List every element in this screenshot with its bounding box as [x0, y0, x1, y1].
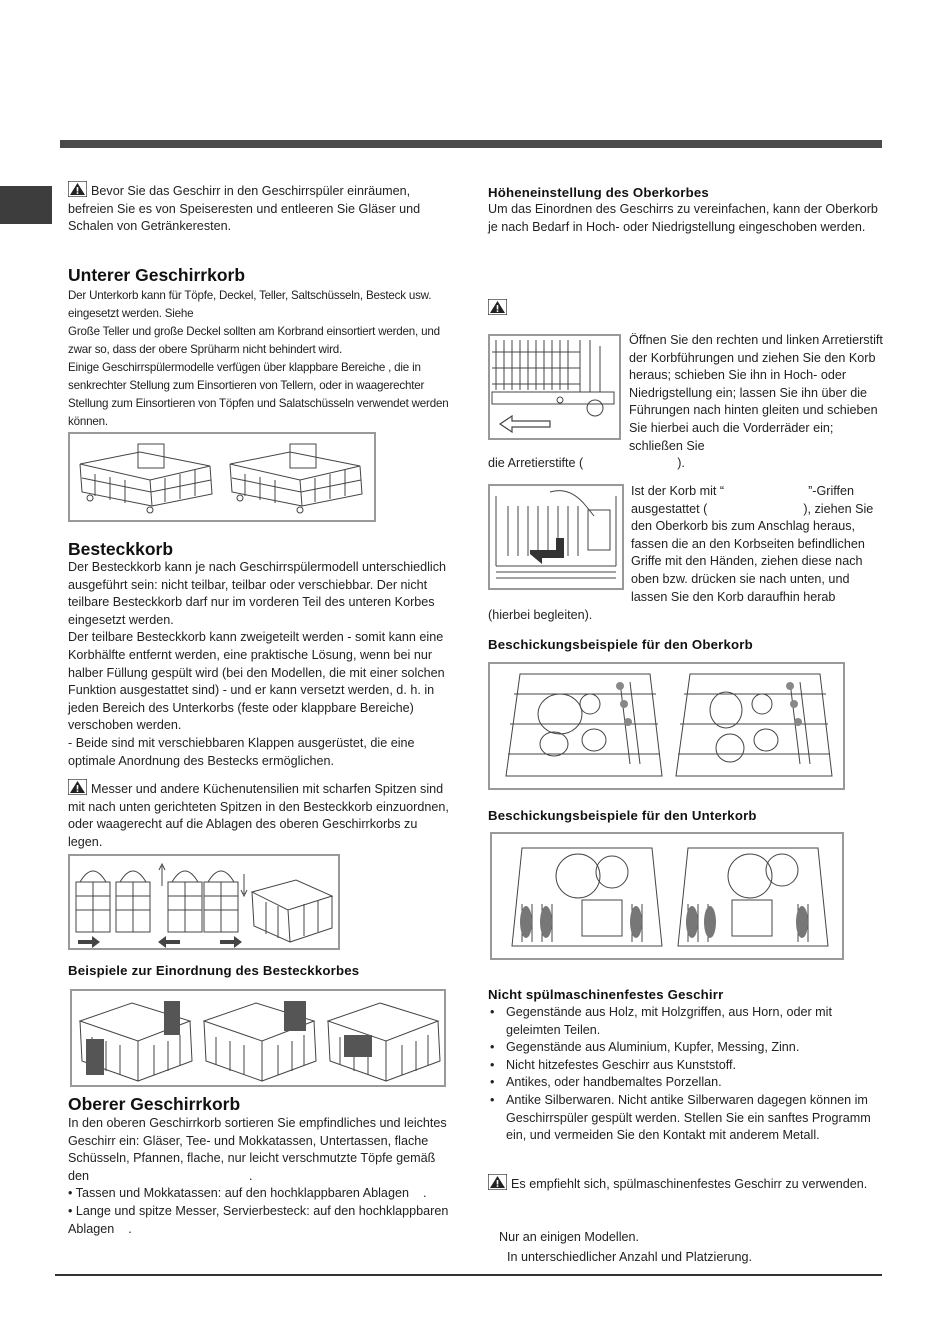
intro-text: Bevor Sie das Geschirr in den Geschirrspüler einräumen, befreien Sie es von Speiseresten und entleeren Sie Gläser und Schalen von Getränkeresten. — [68, 184, 421, 234]
lower-basket-text: Der Unterkorb kann für Töpfe, Deckel, Teller, Saltschüsseln, Besteck usw. eingesetzt werden. Siehe Große Teller und große Deckel sollten am Korbrand einsortiert werden, und zwar so, dass der obere Sprüharm nicht behindert wird. Einige Geschirrspülermodelle verfügen über klappbare Bereiche , die in senkrechter Stellung zum Einsortieren von Tellern, oder in waagerechter Stellung zum Einsortieren von Töpfen und Salatschüsseln verwendet werden können. — [68, 289, 449, 428]
lower-examples-illustration — [492, 834, 842, 958]
basket-rail-illustration — [490, 336, 619, 438]
dishware-warning: Es empfiehlt sich, spülmaschinenfestes Geschirr zu verwenden. — [488, 1174, 883, 1194]
lower-basket-title: Unterer Geschirrkorb — [68, 265, 246, 285]
footnote-2: In unterschiedlicher Anzahl und Platzierung. — [507, 1250, 753, 1264]
basket-handle-illustration — [490, 486, 622, 588]
basket-rail-figure — [488, 334, 621, 440]
upper-basket-text: In den oberen Geschirrkorb sortieren Sie empfindliches und leichtes Geschirr ein: Gläser, Tee- und Mokkatassen, Untertassen, flache Schüsseln, Pfannen, flache, nur leicht verschmutzte Töpfe gemäß den . • Tassen und Mokkatassen: auf den hochklappbaren Ablagen . • Lange und spitze Messer, Servierbesteck: auf den hochklappbaren Ablagen . — [68, 1116, 449, 1236]
list-item: • Nicht hitzefestes Geschirr aus Kunststoff. — [488, 1057, 883, 1075]
basket-handle-figure — [488, 484, 624, 590]
not-dishwasher-title: Nicht spülmaschinenfestes Geschirr — [488, 987, 724, 1002]
lower-basket-figure — [68, 432, 376, 522]
cutlery-basket-illustration — [70, 856, 338, 948]
height-adjust-steps: Öffnen Sie den rechten und linken Arretierstift der Korbführungen und ziehen Sie den Korb heraus; schieben Sie ihn in Hoch- oder Niedrigstellung ein; lassen Sie ihn über die Führungen nach hinten gleiten und schieben Sie hierbei auch die Vorderräder ein; schließen Sie — [629, 333, 883, 453]
upper-examples-figure — [488, 662, 845, 790]
lower-basket-illustration — [70, 434, 374, 520]
footer-rule — [55, 1274, 882, 1276]
warning-triangle-icon — [68, 779, 87, 795]
lower-examples-title: Beschickungsbeispiele für den Unterkorb — [488, 808, 757, 823]
height-adjust-title: Höheneinstellung des Oberkorbes — [488, 185, 709, 200]
height-adjust-warning — [488, 299, 510, 318]
handle-text: Ist der Korb mit “ ”-Griffen ausgestattet ( ), ziehen Sie den Oberkorb bis zum Anschlag heraus, fassen die an den Korbseiten befindlichen Griffe mit den Händen, ziehen diese nach oben bzw. drücken sie nach unten, und lassen Sie den Korb daraufhin herab — [631, 484, 874, 604]
footnote-1: Nur an einigen Modellen. — [499, 1230, 640, 1244]
warning-triangle-icon — [488, 1174, 507, 1190]
upper-examples-title: Beschickungsbeispiele für den Oberkorb — [488, 637, 753, 652]
cutlery-examples-figure — [70, 989, 446, 1087]
cutlery-basket-title: Besteckkorb — [68, 539, 174, 559]
handle-text-end: (hierbei begleiten). — [488, 608, 593, 622]
intro-warning — [68, 181, 453, 236]
height-adjust-text: Um das Einordnen des Geschirrs zu vereinfachen, kann der Oberkorb je nach Bedarf in Hoch- oder Niedrigstellung eingeschoben werden. — [488, 202, 878, 234]
height-adjust-steps-end: die Arretierstifte ( ). — [488, 456, 685, 470]
list-item: • Gegenstände aus Aluminium, Kupfer, Messing, Zinn. — [488, 1039, 883, 1057]
list-item: • Gegenstände aus Holz, mit Holzgriffen, aus Horn, oder mit geleimten Teilen. — [488, 1004, 883, 1039]
upper-examples-illustration — [490, 664, 843, 788]
language-tab — [0, 186, 52, 224]
warning-triangle-icon — [488, 299, 507, 315]
lower-examples-figure — [490, 832, 844, 960]
cutlery-examples-illustration — [72, 991, 444, 1085]
list-item: • Antike Silberwaren. Nicht antike Silberwaren dagegen können im Geschirrspüler gespült werden. Stellen Sie ein sanftes Programm ein, und vermeiden Sie den Kontakt mit anderem Metall. — [488, 1092, 883, 1145]
cutlery-basket-figure — [68, 854, 340, 950]
list-item: • Antikes, oder handbemaltes Porzellan. — [488, 1074, 883, 1092]
cutlery-examples-title: Beispiele zur Einordnung des Besteckkorbes — [68, 963, 360, 978]
not-dishwasher-list — [488, 1004, 883, 1145]
knife-warning: Messer und andere Küchenutensilien mit scharfen Spitzen sind mit nach unten gerichteten Spitzen in den Besteckkorb einzuordnen, oder waagerecht auf die Ablagen des oberen Geschirrkorbs zu legen. — [68, 779, 453, 851]
cutlery-basket-text: Der Besteckkorb kann je nach Geschirrspülermodell unterschiedlich ausgeführt sein: nicht teilbar, teilbar oder verschiebbar. Der nicht teilbare Besteckkorb darf nur im vorderen Teil des unteren Korbes eingesetzt werden. Der teilbare Besteckkorb kann zweigeteilt werden - somit kann eine Korbhälfte entfernt werden, eine praktische Lösung, wenn bei nur halber Füllung gespült wird (bei den Modellen, die mit einer solchen Funktion ausgestattet sind) - und er kann versetzt werden, d. h. in jeden Bereich des Unterkorbs (feste oder klappbare Bereiche) verschoben werden. - Beide sind mit verschiebbaren Klappen ausgerüstet, die eine optimale Anordnung des Bestecks ermöglichen. — [68, 560, 446, 768]
header-bar — [60, 140, 882, 148]
warning-triangle-icon — [68, 181, 87, 197]
upper-basket-title: Oberer Geschirrkorb — [68, 1094, 241, 1114]
